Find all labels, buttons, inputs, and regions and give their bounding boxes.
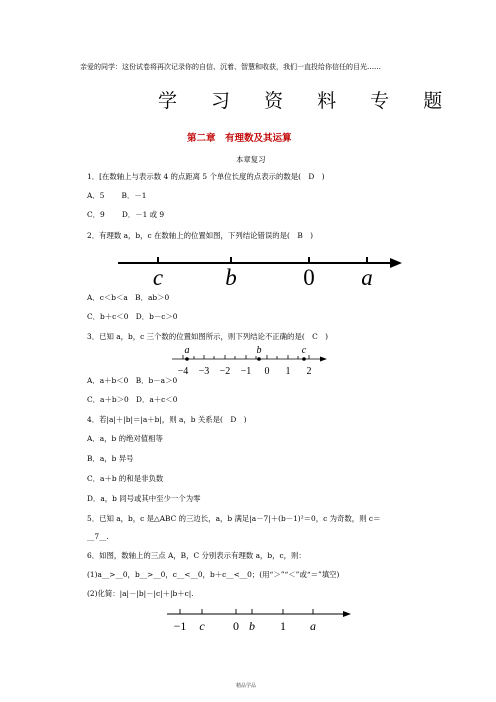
chapter-title: 第二章 有理数及其运算: [187, 133, 292, 144]
q1-stem: 1．[在数轴上与表示数 4 的点距离 5 个单位长度的点表示的数是( D ): [87, 172, 325, 181]
q3-tick-label: 2: [306, 366, 312, 377]
q2-label-c: c: [152, 265, 164, 290]
q3-label-a: a: [184, 345, 190, 356]
q3-label-c: c: [301, 345, 307, 356]
q3-tick-label: 0: [264, 366, 270, 377]
q6-part1: (1)a__>__0，b__>__0，c__<__0，b＋c__<__0；(用“＞”“＜”或“＝”填空): [87, 570, 340, 579]
q6-tick-0: 0: [233, 619, 239, 633]
q2-label-a: a: [361, 265, 373, 290]
q6-part2: (2)化简：|a|－|b|－|c|＋|b＋c|.: [87, 589, 194, 598]
q4-option-d: D．a，b 同号或其中至少一个为零: [87, 494, 201, 503]
q3-tick-label: −1: [240, 366, 252, 377]
page-footer: 精品学品: [236, 683, 257, 689]
section-subtitle: 本章复习: [236, 155, 266, 164]
q3-tick-label: 1: [285, 366, 291, 377]
q1-options-ab: A．5 B．－1: [87, 191, 147, 200]
q5-answer: __7__.: [87, 532, 109, 541]
q3-point-a: [185, 357, 189, 361]
q4-option-c: C．a＋b 的和是非负数: [87, 474, 164, 483]
q3-tick-label: −2: [219, 366, 231, 377]
q3-number-line: [170, 344, 330, 378]
header-note: 亲爱的同学：这份试卷将再次记录你的自信、沉着、智慧和收获，我们一直投给你信任的目光……: [80, 63, 381, 71]
q3-point-b: [257, 357, 261, 361]
q4-stem: 4．若|a|＋|b|＝|a＋b|，则 a，b 关系是( D ): [87, 415, 247, 424]
q3-options-ab: A．a＋b＜0 B．b－a＞0: [87, 376, 178, 385]
q3-tick-label: −4: [177, 366, 189, 377]
q2-options-cd: C．b＋c＜0 D．b－c＞0: [87, 312, 178, 321]
q3-label-b: b: [256, 345, 262, 356]
q2-number-line: [110, 252, 410, 294]
q6-tick-1: 1: [280, 619, 286, 633]
q2-stem: 2．有理数 a，b，c 在数轴上的位置如图，下列结论错误的是( B ): [87, 231, 314, 240]
q4-option-a: A．a，b 的绝对值相等: [87, 434, 163, 443]
q3-options-cd: C．a＋b＞0 D．a＋c＜0: [87, 395, 178, 404]
q3-point-c: [302, 357, 306, 361]
q6-label-a: a: [310, 619, 316, 633]
q2-label-0: 0: [303, 265, 315, 290]
q2-label-b: b: [225, 265, 237, 290]
q6-number-line: [165, 606, 355, 634]
q1-options-cd: C．9 D．－1 或 9: [87, 210, 165, 219]
q4-option-b: B．a，b 异号: [87, 454, 134, 463]
q6-label-c: c: [199, 619, 205, 633]
q6-tick-minus1: −1: [173, 619, 187, 633]
q3-stem: 3．已知 a，b，c 三个数的位置如图所示，则下列结论不正确的是( C ): [87, 332, 329, 341]
q3-tick-label: −3: [198, 366, 210, 377]
q2-options-ab: A．c＜b＜a B．ab＞0: [87, 293, 170, 302]
q6-label-b: b: [249, 619, 255, 633]
q6-stem: 6．如图，数轴上的三点 A，B，C 分别表示有理数 a，b，c，则：: [87, 551, 306, 560]
banner-title: 学 习 资 料 专 题: [158, 90, 457, 112]
q5-stem: 5．已知 a，b，c 是△ABC 的三边长，a，b 满足|a－7|＋(b－1)²＝0，c 为奇数，则 c＝: [87, 514, 381, 523]
